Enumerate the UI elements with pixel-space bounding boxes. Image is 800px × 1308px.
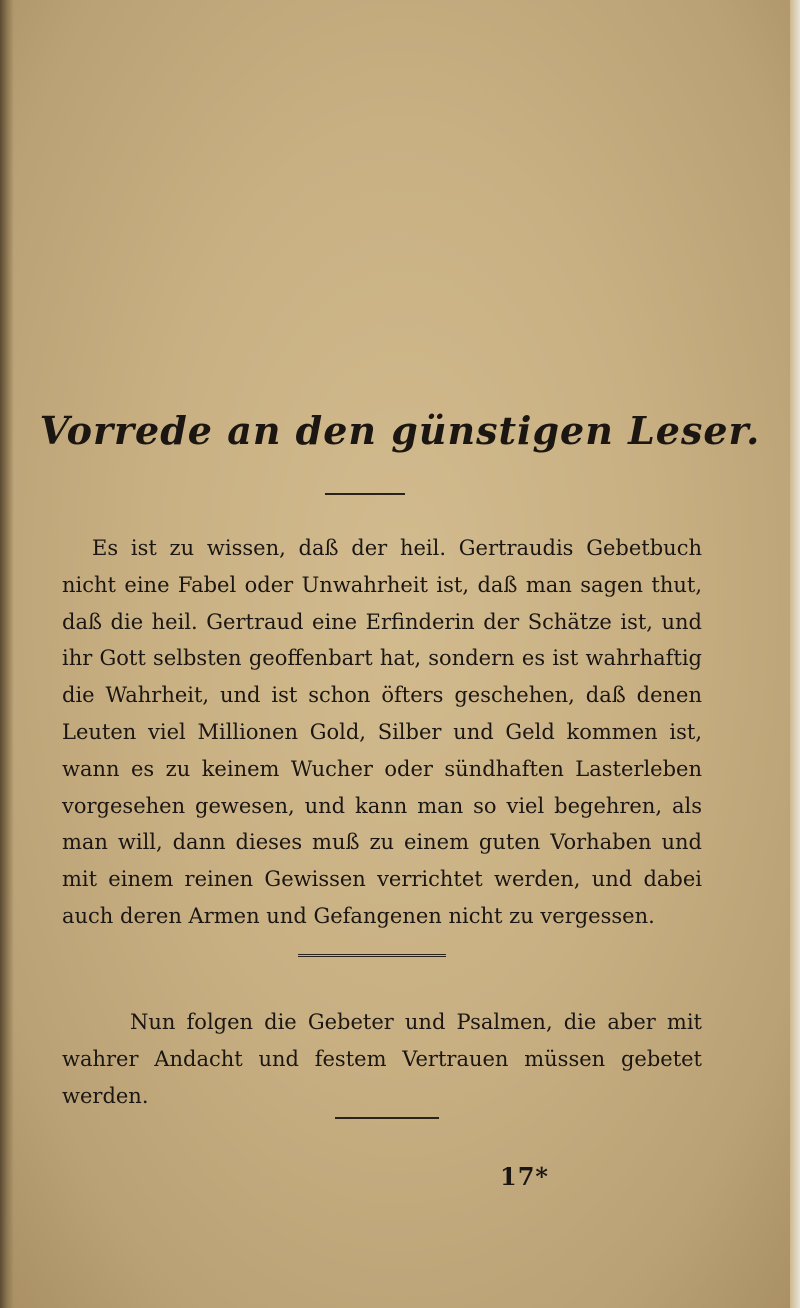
closing-paragraph: Nun folgen die Gebeter und Psalmen, die aber mit wahrer Andacht und festem Vertrauen müssen gebetet werden.: [62, 1010, 702, 1108]
page-number: 17*: [500, 1162, 549, 1191]
page-edge: [790, 0, 800, 1308]
page-binding-shadow: [0, 0, 14, 1308]
preface-paragraph: Es ist zu wissen, daß der heil. Gertraudis Gebetbuch nicht eine Fabel oder Unwahrheit ist, daß man sagen thut, daß die heil. Gertraud eine Erfinderin der Schätze ist, und ihr Gott selbsten geoffenbart hat, sondern es ist wahrhaftig die Wahrheit, und ist schon öfters geschehen, daß denen Leuten viel Millionen Gold, Silber und Geld kommen ist, wann es zu keinem Wucher oder sündhaften Lasterleben vorgesehen gewesen, und kann man so viel begehren, als man will, dann dieses muß zu einem guten Vorhaben und mit einem reinen Gewissen verrichtet werden, und dabei auch deren Armen und Gefangenen nicht zu vergessen.: [62, 536, 702, 928]
page-title: Vorrede an den günstigen Leser.: [39, 408, 761, 453]
divider-rule-top: [325, 493, 405, 495]
divider-rule-double: [298, 954, 446, 957]
divider-rule-bottom: [335, 1117, 439, 1119]
